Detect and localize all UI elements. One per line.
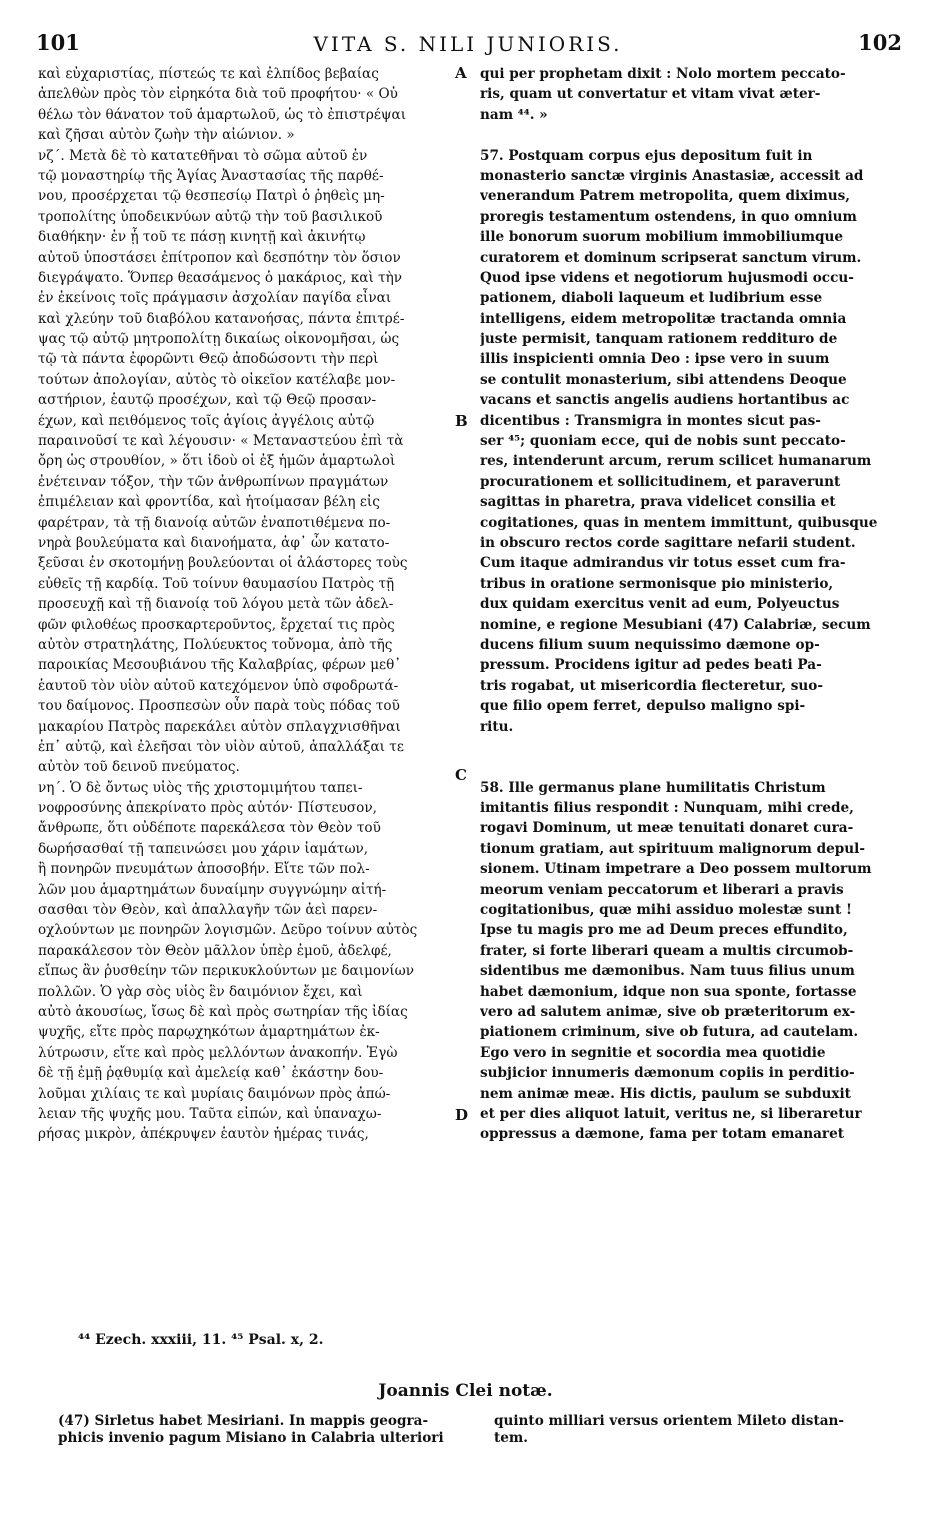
latin-text-line: nam ⁴⁴. » (480, 106, 548, 123)
latin-text-line: ser ⁴⁵; quoniam ecce, qui de nobis sunt peccato- (480, 433, 846, 450)
latin-text-line: qui per prophetam dixit : Nolo mortem peccato- (480, 66, 846, 82)
latin-text-line: monasterio sanctæ virginis Anastasiæ, accessit ad (480, 167, 864, 184)
greek-text-line: εἴπως ἂν ῥυσθείην τῶν περικυκλούντων με δαιμονίων (38, 963, 415, 980)
greek-text-line: τροπολίτης ὑποδεικνύων αὐτῷ τὴν τοῦ βασιλικοῦ (38, 208, 383, 225)
latin-text-line: res, intenderunt arcum, rerum scilicet humanarum (480, 453, 872, 470)
greek-text-line: αὐτὸν στρατηλάτης, Πολύευκτος τοὔνομα, ἀπὸ τῆς (38, 636, 393, 653)
greek-text-line: ἐνέτειναν τόξον, τὴν τῶν ἀνθρωπίνων πραγμάτων (38, 473, 389, 490)
scripture-references: ⁴⁴ Ezech. xxxiii, 11. ⁴⁵ Psal. x, 2. (78, 1332, 324, 1348)
greek-text-line: αὐτὸν τοῦ δεινοῦ πνεύματος. (38, 759, 240, 776)
latin-text-line: 58. Ille germanus plane humilitatis Christum (480, 779, 826, 796)
note-right-column (494, 1413, 899, 1447)
greek-text-line: καὶ εὐχαριστίας, πίστεώς τε καὶ ἐλπίδος βεβαίας (38, 66, 379, 82)
greek-text-line: τῷ μοναστηρίῳ τῆς Ἁγίας Ἀναστασίας τῆς παρθέ- (38, 167, 384, 184)
greek-text-line: αὐτὸ ἀκουσίως, ἴσως δὲ καὶ πρὸς σωτηρίαν τῆς ἰδίας (38, 1003, 408, 1020)
greek-text-line: καὶ χλεύην τοῦ διαβόλου κατανοήσας, πάντα ἐπιτρέ- (38, 310, 405, 327)
latin-text-line: dicentibus : Transmigra in montes sicut pas- (480, 412, 821, 429)
latin-text-line: Cum itaque admirandus vir totus esset cum fra- (480, 555, 846, 572)
greek-text-line: ψυχῆς, εἴτε πρὸς παρῳχηκότων ἁμαρτημάτων ἐκ- (38, 1024, 380, 1041)
greek-text-line: φῶν φιλοθέως προσκαρτεροῦντος, ἔρχεταί τις πρὸς (38, 616, 395, 633)
latin-text-line: piationem criminum, sive ob futura, ad cautelam. (480, 1024, 859, 1041)
greek-text-line: ἐν ἐκείνοις τοῖς πράγμασιν ἀσχολίαν παγίδα εἶναι (38, 290, 392, 307)
paragraph-gap (480, 757, 885, 777)
page-number-left: 101 (36, 30, 80, 55)
greek-text-column (38, 64, 458, 1145)
latin-text-line: curatorem et dominum scripserat sanctum virum. (480, 249, 862, 266)
greek-text-line: ἑαυτοῦ τὸν υἱὸν αὐτοῦ κατεχόμενον ὑπὸ σφοδρωτά- (38, 677, 399, 694)
latin-text-line: ritu. (480, 718, 514, 735)
greek-text-line: διαθήκην· ἐν ᾗ τοῦ τε πάσῃ κινητῇ καὶ ἀκινήτῳ (38, 229, 366, 246)
latin-text-line: juste permisit, tanquam rationem redditurо de (480, 331, 838, 348)
latin-text-line: nomine, e regione Mesubiani (47) Calabriæ, secum (480, 616, 871, 633)
latin-text-line: subjicior innumeris dæmonum copiis in perditio- (480, 1065, 855, 1082)
running-title: VITA S. NILI JUNIORIS. (313, 32, 623, 56)
latin-text-column (480, 64, 885, 1145)
greek-text-line: έχων, καὶ πειθόμενος τοῖς ἁγίοις ἀγγέλοις αὐτῷ (38, 412, 375, 429)
note-text-line: phicis invenio pagum Misiano in Calabria ulteriori (58, 1430, 444, 1446)
greek-text-line: ἄνθρωπε, ὅτι οὐδέποτε παρεκάλεσα τὸν Θεὸν τοῦ (38, 820, 381, 837)
greek-text-line: οχλούντων με πονηρῶν λογισμῶν. Δεῦρο τοίνυν αὐτὸς (38, 922, 418, 939)
margin-letter-c: C (455, 766, 467, 784)
greek-text-line: ὄρη ὡς στρουθίον, » ὅτι ἰδοὺ οἱ ἐξ ἡμῶν ἁμαρτωλοὶ (38, 453, 396, 470)
greek-text-line: φαρέτραν, τὰ τῇ διανοίᾳ αὐτῶν ἐναποτιθέμενα πο- (38, 514, 391, 531)
greek-text-line: παροικίας Μεσουβιάνου τῆς Καλαβρίας, φέρων μεθ᾽ (38, 657, 402, 674)
greek-text-line: λύτρωσιν, εἴτε καὶ πρὸς μελλόντων ἀνακοπήν. Ἐγὼ (38, 1044, 398, 1061)
greek-text-line: προσευχῇ καὶ τῇ διανοίᾳ τοῦ λόγου μετὰ τῶν ἀδελ- (38, 596, 394, 613)
latin-text-line: nem animæ meæ. His dictis, paulum se subduxit (480, 1085, 851, 1102)
greek-text-line: δωρήσασθαί τῇ ταπεινώσει μου χάριν ἰαμάτων, (38, 840, 369, 857)
greek-text-line: αὐτοῦ ὑποστάσει ἐπίτροπον καὶ δεσπότην τὸν ὅσιον (38, 249, 401, 266)
latin-text-line: tionum gratiam, aut spirituum malignorum depul- (480, 840, 865, 857)
latin-text-line: vacans et sanctis angelis audiens hortantibus ac (480, 392, 850, 409)
latin-text-line: tribus in oratione sermonisque pio ministerio, (480, 575, 834, 592)
latin-text-line: procurationem et sollicitudinem, et paraverunt (480, 473, 841, 490)
latin-text-line: pationem, diaboli laqueum et ludibrium esse (480, 290, 823, 307)
latin-text-line: sionem. Utinam impetrare a Deo possem multorum (480, 861, 872, 878)
greek-text-line: δὲ τῇ ἐμῇ ῥᾳθυμίᾳ καὶ ἀμελείᾳ καθ᾽ ἑκάστην δου- (38, 1065, 384, 1082)
margin-letter-a: A (455, 64, 467, 82)
greek-text-line: νζ΄. Μετὰ δὲ τὸ κατατεθῆναι τὸ σῶμα αὐτοῦ ἐν (38, 147, 368, 164)
latin-text-line: frater, si forte liberari queam a multis circumob- (480, 942, 854, 959)
paragraph-gap (480, 737, 885, 757)
greek-text-line: σασθαι τὸν Θεὸν, καὶ ἀπαλλαγῆν τῶν ἀεὶ παρεν- (38, 902, 378, 919)
greek-text-line: λῶν μου ἁμαρτημάτων δυναίμην συγγνώμην αἰτή- (38, 881, 387, 898)
latin-text-line: Ego vero in segnitie et socordia mea quotidie (480, 1044, 826, 1061)
latin-text-line: dux quidam exercitus venit ad eum, Polyeuctus (480, 596, 840, 613)
latin-text-line: que filio opem ferret, depulso maligno spi- (480, 698, 806, 715)
greek-text-line: νου, προσέρχεται τῷ θεσπεσίῳ Πατρὶ ὁ ῥηθεὶς μη- (38, 188, 385, 205)
latin-text-line: ris, quam ut convertatur et vitam vivat æter- (480, 86, 821, 103)
greek-text-line: διεγράψατο. Ὅνπερ θεασάμενος ὁ μακάριος, καὶ τὴν (38, 269, 403, 286)
latin-text-line: sidentibus me dæmonibus. Nam tuus filius unum (480, 963, 855, 980)
latin-text-line: Ipse tu magis pro me ad Deum preces effundito, (480, 922, 848, 939)
greek-text-line: ξεῦσαι ἐν σκοτομήνῃ βουλεύονται οἱ ἀλάστορες τοὺς (38, 555, 408, 572)
greek-text-line: μακαρίου Πατρὸς παρεκάλει αὐτὸν σπλαγχνισθῆναι (38, 718, 401, 735)
page-number-right: 102 (858, 30, 902, 55)
latin-text-line: sagittas in pharetra, prava videlicet consilia et (480, 494, 836, 511)
latin-text-line: in obscuro rectos corde sagittare nefarii student. (480, 534, 856, 551)
greek-text-line: λειαν τῆς ψυχῆς μου. Ταῦτα εἰπών, καὶ ὑπαναχω- (38, 1105, 382, 1122)
greek-text-line: πολλῶν. Ὁ γὰρ σὸς υἱὸς ἓν δαιμόνιον ἔχει, καὶ (38, 983, 363, 1000)
margin-letter-d: D (455, 1106, 469, 1124)
latin-text-line: pressum. Procidens igitur ad pedes beati Pa- (480, 657, 822, 674)
latin-text-line: Quod ipse videns et negotiorum hujusmodi occu- (480, 269, 854, 286)
greek-text-line: ἢ πονηρῶν πνευμάτων ἀποσοβήν. Εἴτε τῶν πολ- (38, 861, 370, 878)
greek-text-line: εὐθεῖς τῇ καρδίᾳ. Τοῦ τοίνυν θαυμασίου Πατρὸς τῇ (38, 575, 395, 592)
greek-text-line: παραινοῦσί τε καὶ λέγουσιν· « Μεταναστεύου ἐπὶ τὰ (38, 433, 404, 450)
notes-title: Joannis Clei notæ. (378, 1381, 553, 1401)
latin-text-line: 57. Postquam corpus ejus depositum fuit in (480, 147, 813, 164)
note-text-line: (47) Sirletus habet Mesiriani. In mappis geogra- (58, 1413, 429, 1429)
greek-text-line: λοῦμαι χιλίαις τε καὶ μυρίαις δαιμόνων πρὸς ἀπώ- (38, 1085, 391, 1102)
latin-text-line: habet dæmonium, idque non sua sponte, fortasse (480, 983, 857, 1000)
greek-text-line: ἐπ᾽ αὐτῷ, καὶ ἐλεῆσαι τὸν υἱὸν αὐτοῦ, ἀπαλλάξαι τε (38, 738, 404, 755)
note-left-column (58, 1413, 470, 1447)
latin-text-line: ducens filium suum nequissimo dæmone op- (480, 636, 820, 653)
greek-text-line: ἀπελθὼν πρὸς τὸν εἰρηκότα διὰ τοῦ προφήτου· « Οὐ (38, 86, 398, 103)
latin-text-line: vero ad salutem animæ, sive ob præteritorum ex- (480, 1003, 856, 1020)
latin-text-line: venerandum Patrem metropolita, quem diximus, (480, 188, 851, 205)
latin-text-line: rogavi Dominum, ut meæ tenuitati donaret cura- (480, 820, 854, 837)
latin-text-line: oppressus a dæmone, fama per totam emanaret (480, 1126, 845, 1143)
latin-text-line: tris rogabat, ut misericordia flecteretur, suo- (480, 677, 823, 694)
greek-text-line: αστήριον, ἑαυτῷ προσέχων, καὶ τῷ Θεῷ προσαν- (38, 392, 377, 409)
latin-text-line: se contulit monasterium, sibi attendens Deoque (480, 371, 847, 388)
greek-text-line: τῷ τὰ πάντα ἐφορῶντι Θεῷ ἀποδώσοντι τὴν περὶ (38, 351, 379, 368)
latin-text-line: intelligens, eidem metropolitæ tractanda omnia (480, 310, 847, 327)
latin-text-line: et per dies aliquot latuit, veritus ne, si liberaretur (480, 1105, 862, 1122)
latin-text-line: imitantis filius respondit : Nunquam, mihi crede, (480, 800, 854, 817)
greek-text-line: του δαίμονος. Προσπεσὼν οὖν παρὰ τοὺς πόδας τοῦ (38, 698, 400, 715)
greek-text-line: θέλω τὸν θάνατον τοῦ ἁμαρτωλοῦ, ὡς τὸ ἐπιστρέψαι (38, 106, 407, 123)
note-text-line: tem. (494, 1430, 529, 1446)
greek-text-line: παρακάλεσον τὸν Θεὸν μᾶλλον ὑπὲρ ἐμοῦ, ἀδελφέ, (38, 942, 392, 959)
greek-text-line: νηρὰ βουλεύματα καὶ διανοήματα, ἀφ᾽ ὧν κατατο- (38, 534, 390, 551)
greek-text-line: καὶ ζῆσαι αὐτὸν ζωὴν τὴν αἰώνιον. » (38, 127, 295, 144)
running-header (28, 30, 908, 58)
latin-text-line: ille bonorum suorum mobilium immobiliumque (480, 229, 844, 246)
margin-letter-b: B (455, 412, 468, 430)
greek-text-line: ἐπιμέλειαν καὶ φροντίδα, καὶ ἡτοίμασαν βέλη εἰς (38, 494, 380, 511)
note-text-line: quinto milliari versus orientem Mileto distan- (494, 1413, 845, 1429)
greek-text-line: νη΄. Ὁ δὲ ὄντως υἱὸς τῆς χριστομιμήτου ταπει- (38, 779, 363, 796)
greek-text-line: νοφροσύνης ἀπεκρίνατο πρὸς αὐτόν· Πίστευσον, (38, 800, 377, 817)
latin-text-line: cogitationes, quas in mentem immittunt, quibusque (480, 514, 878, 531)
latin-text-line: meorum veniam peccatorum et liberari a pravis (480, 881, 844, 898)
paragraph-gap (480, 125, 885, 145)
greek-text-line: ψας τῷ αὐτῷ μητροπολίτῃ δικαίως οἰκονομῆσαι, ὡς (38, 331, 400, 348)
latin-text-line: proregis testamentum ostendens, in quo omnium (480, 208, 857, 225)
latin-text-line: cogitationibus, quæ mihi assiduo molestæ sunt ! (480, 902, 852, 919)
latin-text-line: illis inspicienti omnia Deo : ipse vero in suum (480, 351, 830, 368)
greek-text-line: τούτων ἀπολογίαν, αὐτὸς τὸ οἰκεῖον κατέλαβε μον- (38, 371, 396, 388)
greek-text-line: ρήσας μικρὸν, ἀπέκρυψεν ἑαυτὸν ἡμέρας τινάς, (38, 1126, 369, 1143)
